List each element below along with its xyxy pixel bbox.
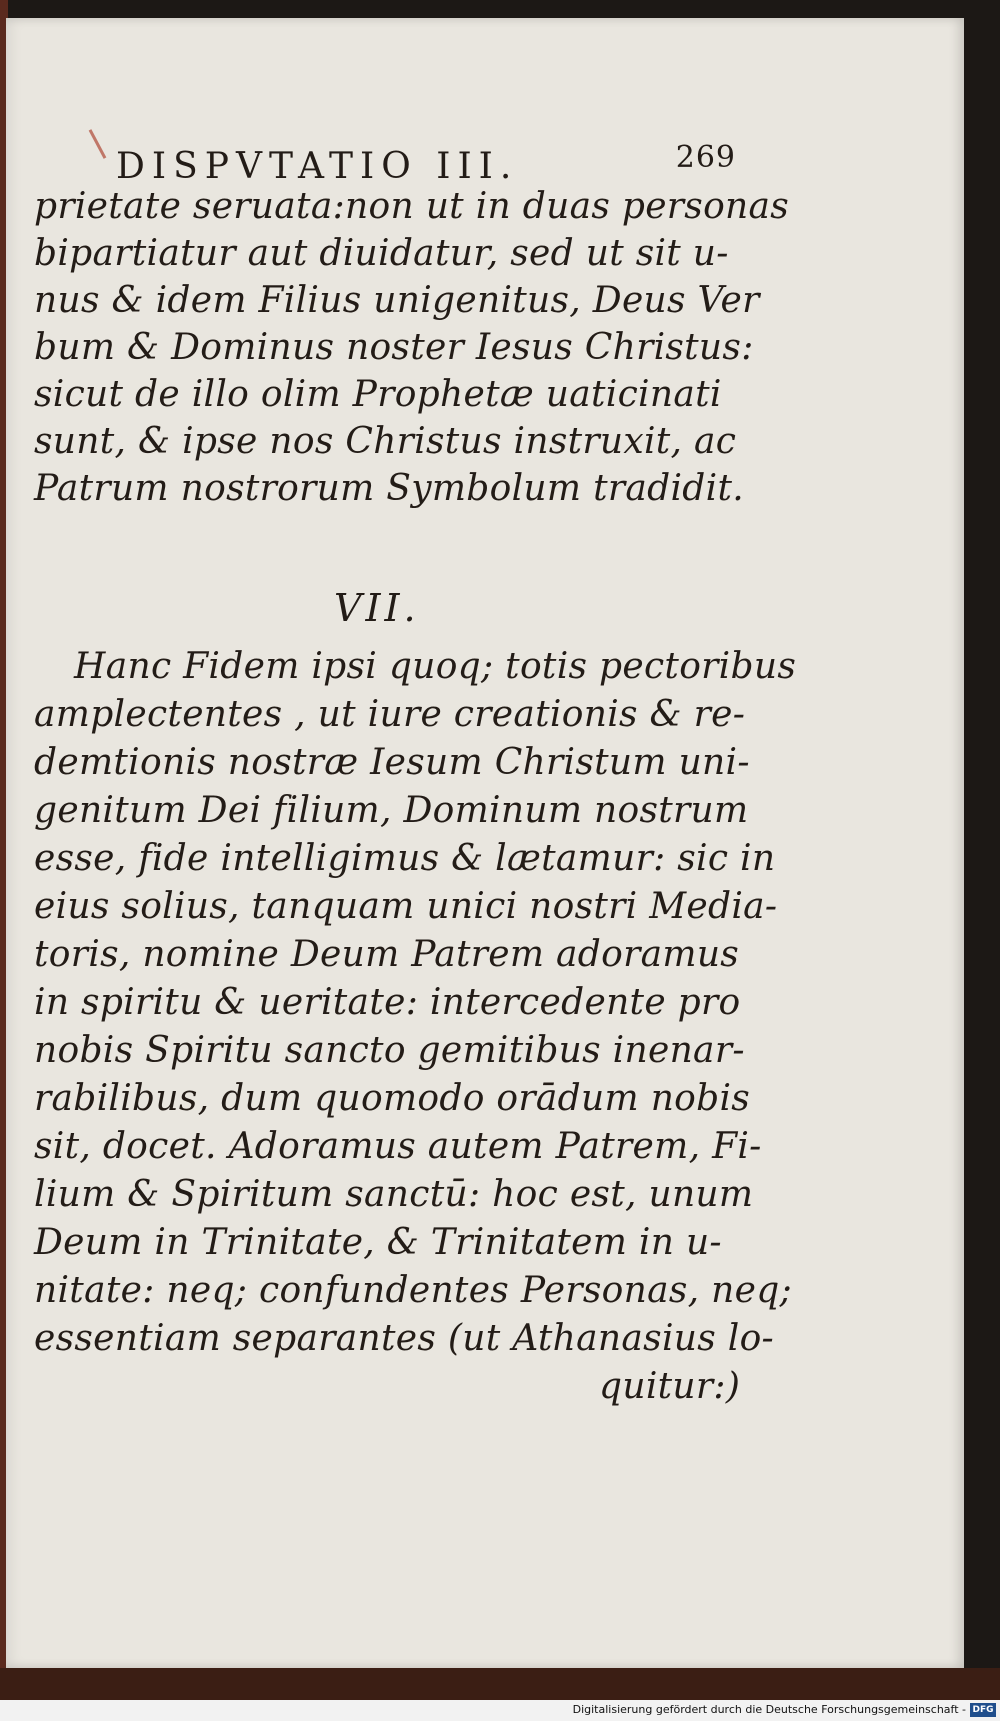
text-line: esse, fide intelligimus & lætamur: sic in — [34, 838, 776, 879]
book-page — [6, 18, 964, 1668]
text-line: prietate seruata:non ut in duas personas — [34, 186, 790, 227]
text-line: essentiam separantes (ut Athanasius lo- — [34, 1318, 775, 1359]
funding-note: Digitalisierung gefördert durch die Deutsche Forschungsgemeinschaft - — [572, 1703, 966, 1716]
page-bottom-edge — [0, 1668, 1000, 1700]
ink-mark — [89, 129, 107, 159]
text-line: Patrum nostrorum Symbolum tradidit. — [34, 468, 744, 509]
text-line: sunt, & ipse nos Christus instruxit, ac — [34, 421, 737, 462]
text-line: demtionis nostræ Iesum Christum uni- — [34, 742, 750, 783]
page-number: 269 — [675, 140, 736, 175]
text-line: genitum Dei filium, Dominum nostrum — [34, 790, 749, 831]
text-line: eius solius, tanquam unici nostri Media- — [34, 886, 778, 927]
text-line: in spiritu & ueritate: intercedente pro — [34, 982, 741, 1023]
text-line: bipartiatur aut diuidatur, sed ut sit u- — [34, 233, 729, 274]
text-line: nitate: neq; confundentes Personas, neq; — [34, 1270, 792, 1311]
dfg-logo: DFG — [970, 1703, 996, 1717]
text-line: toris, nomine Deum Patrem adoramus — [34, 934, 740, 975]
running-head: DISPVTATIO III. — [116, 146, 519, 187]
text-line: rabilibus, dum quomodo orādum nobis — [34, 1078, 751, 1119]
text-line: sit, docet. Adoramus autem Patrem, Fi- — [34, 1126, 762, 1167]
text-line: lium & Spiritum sanctū: hoc est, unum — [34, 1174, 754, 1215]
text-line: bum & Dominus noster Iesus Christus: — [34, 327, 754, 368]
text-line: Hanc Fidem ipsi quoq; totis pectoribus — [74, 646, 797, 687]
text-line: amplectentes , ut iure creationis & re- — [34, 694, 746, 735]
catchword: quitur:) — [599, 1366, 741, 1407]
text-line: Deum in Trinitate, & Trinitatem in u- — [34, 1222, 722, 1263]
section-number: VII. — [334, 586, 420, 630]
text-line: nus & idem Filius unigenitus, Deus Ver — [34, 280, 760, 321]
text-line: sicut de illo olim Prophetæ uaticinati — [34, 374, 722, 415]
funding-footer — [0, 1700, 1000, 1721]
text-line: nobis Spiritu sancto gemitibus inenar- — [34, 1030, 745, 1071]
